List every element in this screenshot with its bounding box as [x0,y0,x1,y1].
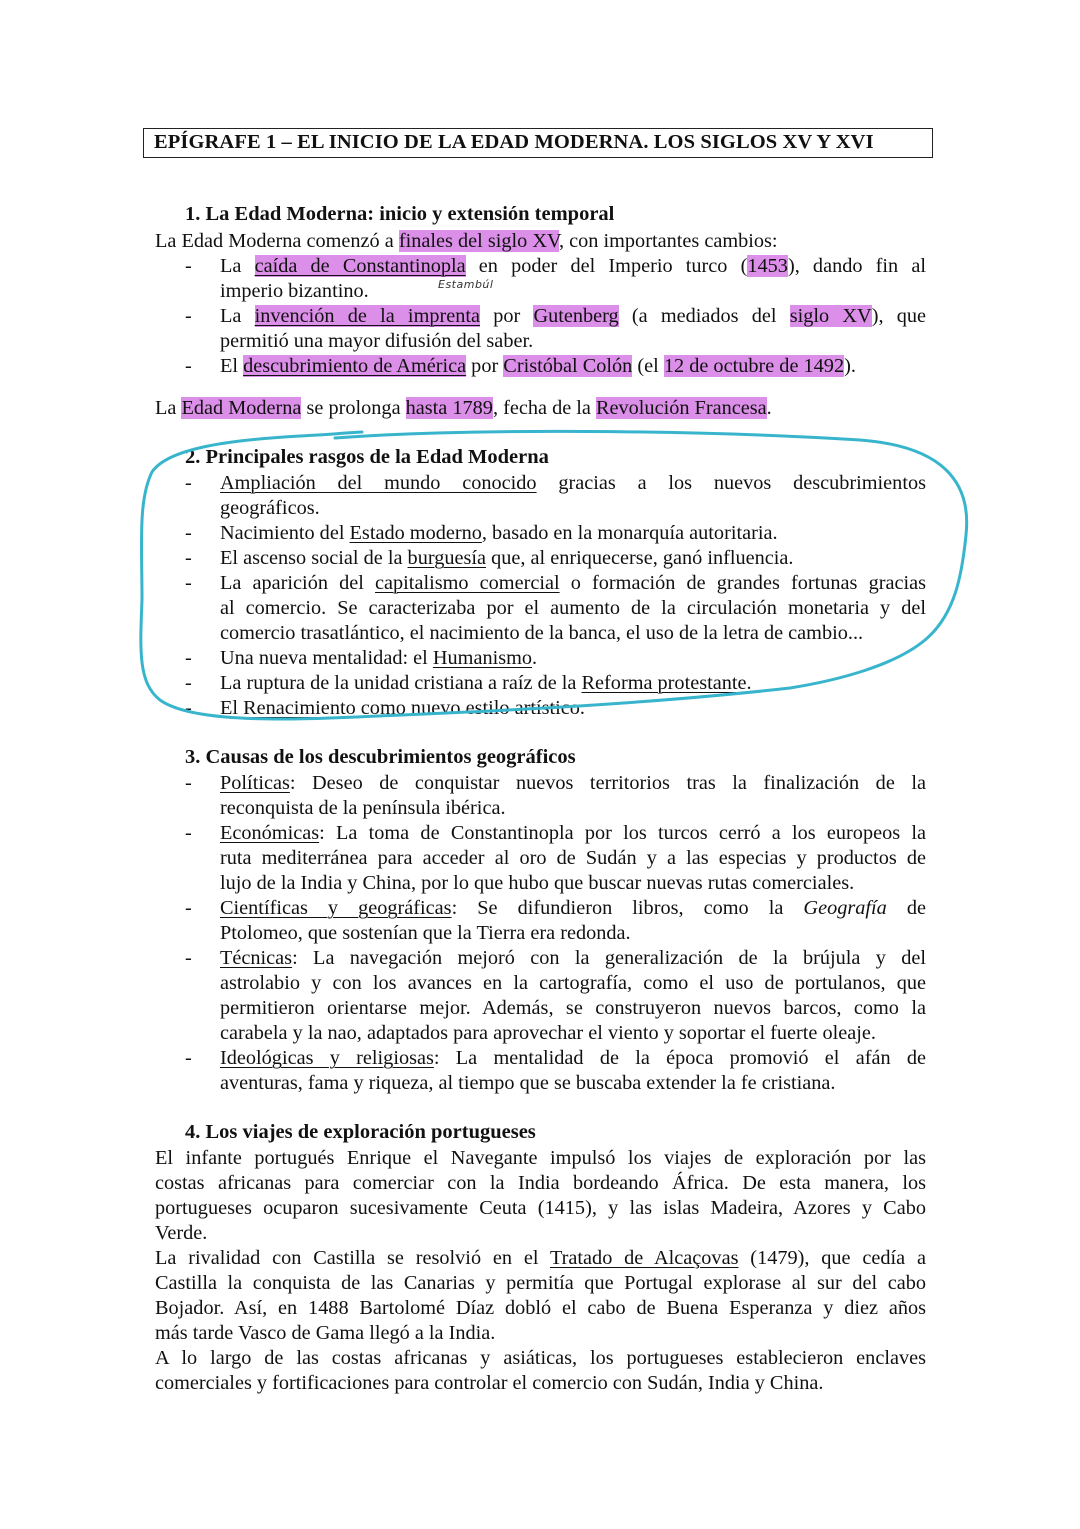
bullet-dash: - [185,647,192,669]
bullet-dash: - [185,822,192,844]
bullet-dash: - [185,355,192,377]
section-1-intro: La Edad Moderna comenzó a finales del siglo XV, con importantes cambios: [155,230,778,252]
bullet-dash: - [185,572,192,594]
bullet-dash: - [185,1047,192,1069]
section-3-cause-2-cont: lujo de la India y China, por lo que hubo que buscar nuevas rutas comerciales. [220,872,855,894]
handwritten-annotation: Estambúl [438,278,494,291]
section-3-cause-5: Ideológicas y religiosas: La mentalidad de la época promovió el afán de [220,1047,926,1069]
section-3-cause-2-cont: ruta mediterránea para acceder al oro de Sudán y a las especias y productos de [220,847,926,869]
section-2-item-1-cont: geográficos. [220,497,320,519]
bullet-dash: - [185,255,192,277]
section-3-cause-3: Científicas y geográficas: Se difundieron libros, como la Geografía de [220,897,926,919]
section-4-title: 4. Los viajes de exploración portugueses [185,1121,536,1143]
section-3-cause-3-cont: Ptolomeo, que sostenían que la Tierra era redonda. [220,922,631,944]
section-4-paragraph-2: Bojador. Así, en 1488 Bartolomé Díaz dobló el cabo de Buena Esperanza y diez años [155,1297,926,1319]
section-3-cause-4-cont: astrolabio y con los avances en la cartografía, como el uso de portulanos, que [220,972,926,994]
bullet-dash: - [185,672,192,694]
section-2-item-6: La ruptura de la unidad cristiana a raíz de la Reforma protestante. [220,672,752,694]
section-4-paragraph-2: más tarde Vasco de Gama llegó a la India. [155,1322,496,1344]
bullet-dash: - [185,947,192,969]
section-4-paragraph-2: La rivalidad con Castilla se resolvió en el Tratado de Alcaçovas (1479), que cedía a [155,1247,926,1269]
section-3-cause-4-cont: carabela y la nao, adaptados para aprovechar el viento y soportar el fuerte oleaje. [220,1022,876,1044]
section-2-item-4-cont: comercio trasatlántico, el nacimiento de la banca, el uso de la letra de cambio... [220,622,864,644]
bullet-dash: - [185,547,192,569]
section-1-closing: La Edad Moderna se prolonga hasta 1789, fecha de la Revolución Francesa. [155,397,772,419]
bullet-dash: - [185,472,192,494]
section-4-paragraph-1: portugueses ocuparon sucesivamente Ceuta (1415), y las islas Madeira, Azores y Cabo [155,1197,926,1219]
section-4-paragraph-1: Verde. [155,1222,208,1244]
section-4-paragraph-3: comerciales y fortificaciones para controlar el comercio con Sudán, India y China. [155,1372,824,1394]
section-3-cause-1-cont: reconquista de la península ibérica. [220,797,506,819]
bullet-dash: - [185,897,192,919]
section-2-item-4-cont: al comercio. Se caracterizaba por el aumento de la circulación monetaria y del [220,597,926,619]
section-4-paragraph-1: costas africanas para comerciar con la India bordeando África. De esta manera, los [155,1172,926,1194]
section-2-item-3: El ascenso social de la burguesía que, al enriquecerse, ganó influencia. [220,547,794,569]
bullet-dash: - [185,522,192,544]
section-2-item-5: Una nueva mentalidad: el Humanismo. [220,647,538,669]
section-4-paragraph-1: El infante portugués Enrique el Navegante impulsó los viajes de exploración por las [155,1147,926,1169]
section-3-cause-1: Políticas: Deseo de conquistar nuevos territorios tras la finalización de la [220,772,926,794]
bullet-dash: - [185,772,192,794]
section-4-paragraph-2: Castilla la conquista de las Canarias y permitía que Portugal explorase al sur del cabo [155,1272,926,1294]
section-2-item-4: La aparición del capitalismo comercial o formación de grandes fortunas gracias [220,572,926,594]
bullet-dash: - [185,305,192,327]
bullet-dash: - [185,697,192,719]
section-1-bullet-1-cont: imperio bizantino. [220,280,369,302]
section-1-bullet-1: La caída de Constantinopla en poder del Imperio turco (1453), dando fin al [220,255,926,277]
section-1-title: 1. La Edad Moderna: inicio y extensión temporal [185,203,615,225]
section-2-item-1: Ampliación del mundo conocido gracias a los nuevos descubrimientos [220,472,926,494]
section-3-cause-4-cont: permitieron orientarse mejor. Además, se construyeron nuevos barcos, como la [220,997,926,1019]
page-title: EPÍGRAFE 1 – EL INICIO DE LA EDAD MODERNA. LOS SIGLOS XV Y XVI [154,131,874,153]
section-1-bullet-2-cont: permitió una mayor difusión del saber. [220,330,534,352]
section-1-bullet-3: El descubrimiento de América por Cristóbal Colón (el 12 de octubre de 1492). [220,355,856,377]
section-2-item-7: El Renacimiento como nuevo estilo artístico. [220,697,585,719]
section-2-title: 2. Principales rasgos de la Edad Moderna [185,446,549,468]
section-3-cause-2: Económicas: La toma de Constantinopla por los turcos cerró a los europeos la [220,822,926,844]
section-1-bullet-2: La invención de la imprenta por Gutenberg (a mediados del siglo XV), que [220,305,926,327]
section-3-cause-4: Técnicas: La navegación mejoró con la generalización de la brújula y del [220,947,926,969]
section-3-title: 3. Causas de los descubrimientos geográficos [185,746,576,768]
section-4-paragraph-3: A lo largo de las costas africanas y asiáticas, los portugueses establecieron enclaves [155,1347,926,1369]
title-box [143,128,933,158]
section-2-item-2: Nacimiento del Estado moderno, basado en la monarquía autoritaria. [220,522,778,544]
section-3-cause-5-cont: aventuras, fama y riqueza, al tiempo que se buscaba extender la fe cristiana. [220,1072,836,1094]
